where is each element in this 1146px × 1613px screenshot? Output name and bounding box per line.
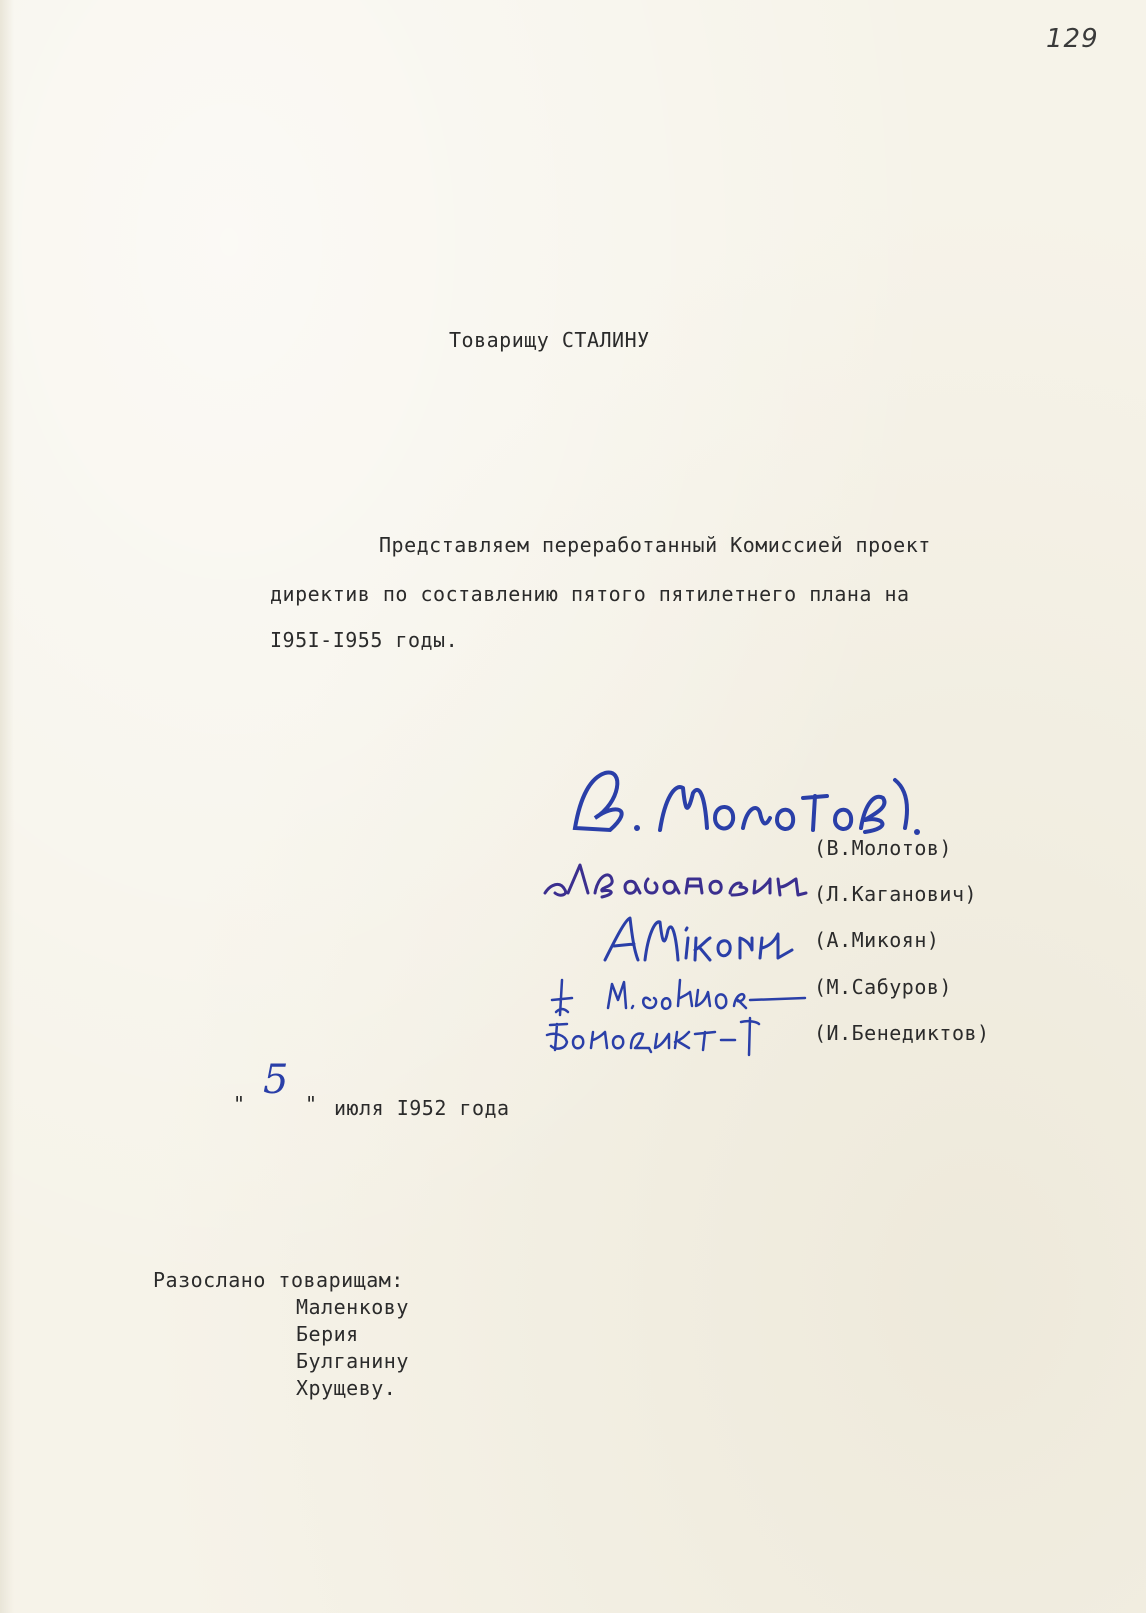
signature-kaganovich [540,855,815,905]
body-line-2: директив по составлению пятого пятилетнего плана на [270,582,910,606]
signatory-mikoyan: (А.Микоян) [814,928,940,952]
signatory-saburov: (М.Сабуров) [814,975,952,999]
date-day: 5 [263,1057,289,1103]
addressee: Товарищу СТАЛИНУ [449,328,650,352]
distribution-name: Маленкову [296,1295,409,1319]
signatory-kaganovich: (Л.Каганович) [814,882,978,906]
signatory-benediktov: (И.Бенедиктов) [814,1021,990,1045]
page-number: 129 [1046,24,1099,54]
date-quote-open: " [233,1092,246,1116]
signature-mikoyan [600,910,800,970]
date-rest: июля I952 года [334,1096,510,1120]
body-line-1: Представляем переработанный Комиссией проект [379,533,931,557]
body-line-3: I95I-I955 годы. [270,628,459,652]
signature-benediktov [545,1010,795,1060]
paper-edge-shadow [0,0,14,1613]
signatory-molotov: (В.Молотов) [814,836,952,860]
distribution-name: Хрущеву. [296,1376,397,1400]
date-quote-close: " [305,1092,318,1116]
distribution-name: Булганину [296,1349,409,1373]
distribution-label: Разослано товарищам: [153,1268,404,1292]
distribution-name: Берия [296,1322,359,1346]
